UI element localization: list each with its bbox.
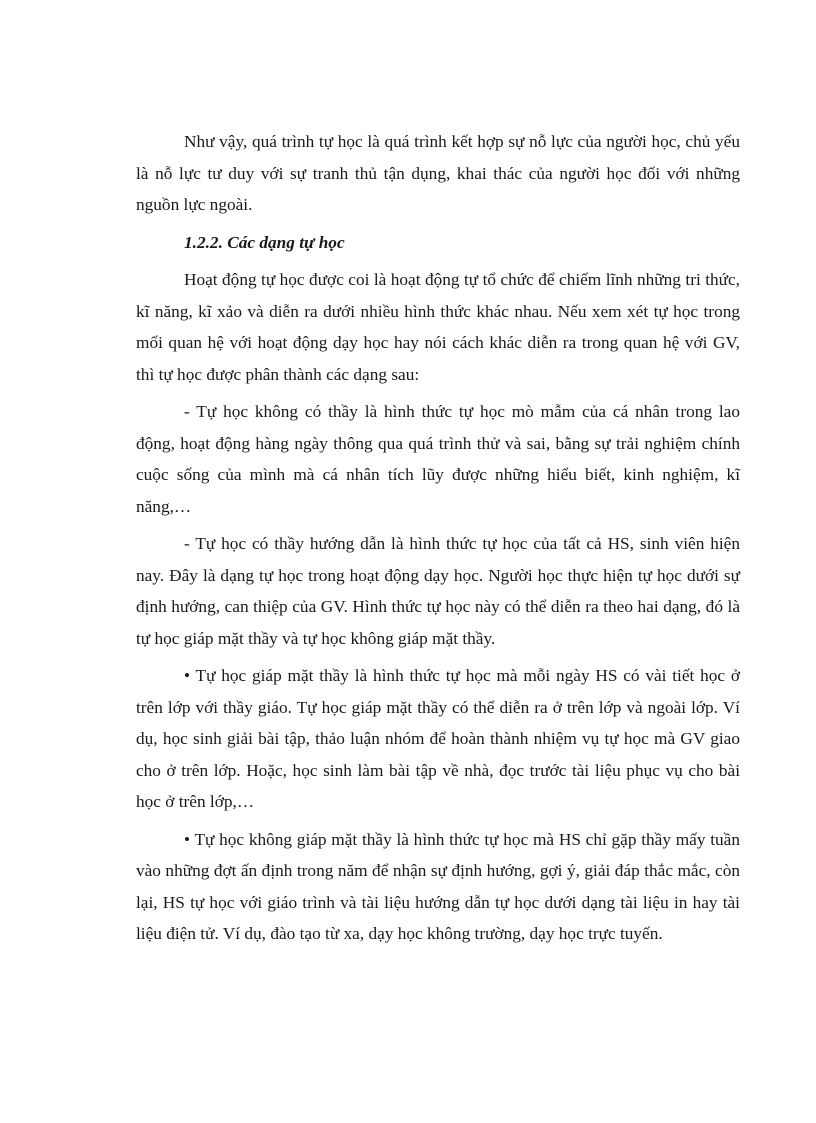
paragraph-not-face-to-face: • Tự học không giáp mặt thầy là hình thức tự học mà HS chỉ gặp thầy mấy tuần vào những đợt ấn định trong năm để nhận sự định hướng, gợi ý, giải đáp thắc mắc, còn lại, HS tự học với giáo trình và tài liệu hướng dẫn tự học dưới dạng tài liệu in hay tài liệu điện tử. Ví dụ, đào tạo từ xa, dạy học không trường, dạy học trực tuyến. [136, 829, 740, 943]
paragraph-face-to-face: • Tự học giáp mặt thầy là hình thức tự học mà mỗi ngày HS có vài tiết học ở trên lớp với thầy giáo. Tự học giáp mặt thầy có thể diễn ra ở trên lớp và ngoài lớp. Ví dụ, học sinh giải bài tập, thảo luận nhóm để hoàn thành nhiệm vụ tự học mà GV giao cho ở trên lớp. Hoặc, học sinh làm bài tập về nhà, đọc trước tài liệu phục vụ cho bài học ở trên lớp,… [136, 666, 740, 811]
paragraph-summary: Như vậy, quá trình tự học là quá trình kết hợp sự nỗ lực của người học, chủ yếu là nỗ lực tư duy với sự tranh thủ tận dụng, khai thác của người học đối với những nguồn lực ngoài. [136, 132, 740, 214]
paragraph-self-study-without-teacher: - Tự học không có thầy là hình thức tự học mò mẫm của cá nhân trong lao động, hoạt động hàng ngày thông qua quá trình thử và sai, bằng sự trải nghiệm chính cuộc sống của mình mà cá nhân tích lũy được những hiểu biết, kinh nghiệm, kĩ năng,… [136, 402, 740, 516]
paragraph-self-study-with-teacher: - Tự học có thầy hướng dẫn là hình thức tự học của tất cả HS, sinh viên hiện nay. Đây là dạng tự học trong hoạt động dạy học. Người học thực hiện tự học dưới sự định hướng, can thiệp của GV. Hình thức tự học này có thể diễn ra theo hai dạng, đó là tự học giáp mặt thầy và tự học không giáp mặt thầy. [136, 534, 740, 648]
section-heading: 1.2.2. Các dạng tự học [184, 232, 345, 252]
document-page [136, 126, 740, 956]
paragraph-intro: Hoạt động tự học được coi là hoạt động tự tổ chức để chiếm lĩnh những tri thức, kĩ năng, kĩ xảo và diễn ra dưới nhiều hình thức khác nhau. Nếu xem xét tự học trong mối quan hệ với hoạt động dạy học hay nói cách khác diễn ra trong quan hệ với GV, thì tự học được phân thành các dạng sau: [136, 270, 740, 384]
